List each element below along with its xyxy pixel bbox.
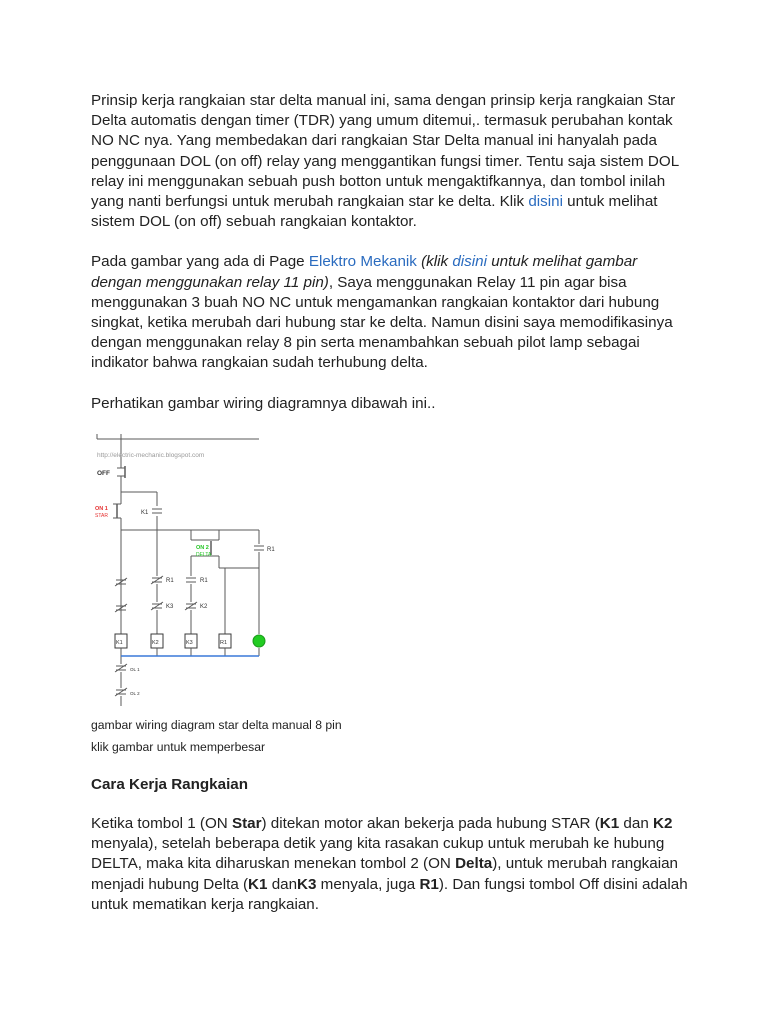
image-caption: gambar wiring diagram star delta manual 8 pin [91, 718, 342, 732]
section-heading: Cara Kerja Rangkaian [91, 776, 249, 793]
label-on2-sub: DELTA [196, 552, 212, 558]
coil-k2: K2 [152, 640, 159, 646]
label-on1: ON 1 [95, 506, 108, 512]
paragraph-relay: Pada gambar yang ada di Page Elektro Mekanik (klik disini untuk melihat gambar dengan menggunakan relay 11 pin), Saya menggunakan Relay 11 pin agar bisa menggunakan 3 buah NO NC untuk mengamankan rangkaian kontaktor dari hubung singkat, ketika merubah dari hubung star ke delta. Namun disini saya memodifikasinya dengan menggunakan relay 8 pin serta menambahkan sebuah pilot lamp sebagai indikator bahwa rangkaian sudah terhubung delta. [91, 253, 673, 372]
label-k1-hold: K1 [141, 510, 149, 516]
label-on1-sub: STAR [95, 513, 108, 519]
label-ol1: OL 1 [130, 667, 140, 672]
paragraph-diagram-intro: Perhatikan gambar wiring diagramnya dibawah ini.. [91, 394, 436, 412]
link-disini-relay[interactable]: disini [452, 253, 487, 271]
pilot-lamp-icon [253, 635, 265, 647]
label-k2-nc: K2 [200, 604, 208, 610]
label-on2: ON 2 [196, 545, 209, 551]
coil-k1: K1 [116, 640, 123, 646]
image-caption-enlarge: klik gambar untuk memperbesar [91, 740, 266, 754]
link-elektro-mekanik[interactable]: Elektro Mekanik [308, 253, 417, 271]
label-off: OFF [97, 470, 110, 477]
wiring-diagram-image[interactable] [91, 430, 275, 710]
paragraph-how-it-works: Ketika tombol 1 (ON Star) ditekan motor akan bekerja pada hubung STAR (K1 dan K2 menyala), setelah beberapa detik yang kita rasakan cukup untuk merubah ke hubung DELTA, maka kita diharuskan menekan tombol 2 (ON Delta), untuk merubah rangkaian menjadi hubung Delta (K1 danK3 menyala, juga R1). Dan fungsi tombol Off disini adalah untuk mematikan kerja rangkaian. [91, 815, 688, 913]
label-r1-no: R1 [200, 578, 208, 584]
link-disini-dol[interactable]: disini [528, 193, 563, 211]
paragraph-intro: Prinsip kerja rangkaian star delta manual ini, sama dengan prinsip kerja rangkaian Star Delta automatis dengan timer (TDR) yang umum ditemui,. termasuk perubahan kontak NO NC nya. Yang membedakan dari rangkaian Star Delta manual ini hanyalah pada penggunaan DOL (on off) relay yang menggantikan fungsi timer. Tentu saja sistem DOL relay ini menggunakan sebuah push botton untuk mengaktifkannya, dan tombol inilah yang nanti berfungsi untuk merubah rangkaian star ke delta. Klik disini untuk melihat sistem DOL (on off) sebuah rangkaian kontaktor. [91, 92, 679, 231]
label-ol2: OL 2 [130, 691, 140, 696]
label-k3-nc: K3 [166, 604, 174, 610]
article-body [91, 91, 691, 414]
label-r1-nc: R1 [166, 578, 174, 584]
label-r1-hold: R1 [267, 547, 275, 553]
section-body [91, 814, 691, 915]
diagram-watermark: http://electric-mechanic.blogspot.com [97, 452, 205, 459]
coil-k3: K3 [186, 640, 193, 646]
coil-r1: R1 [220, 640, 228, 646]
